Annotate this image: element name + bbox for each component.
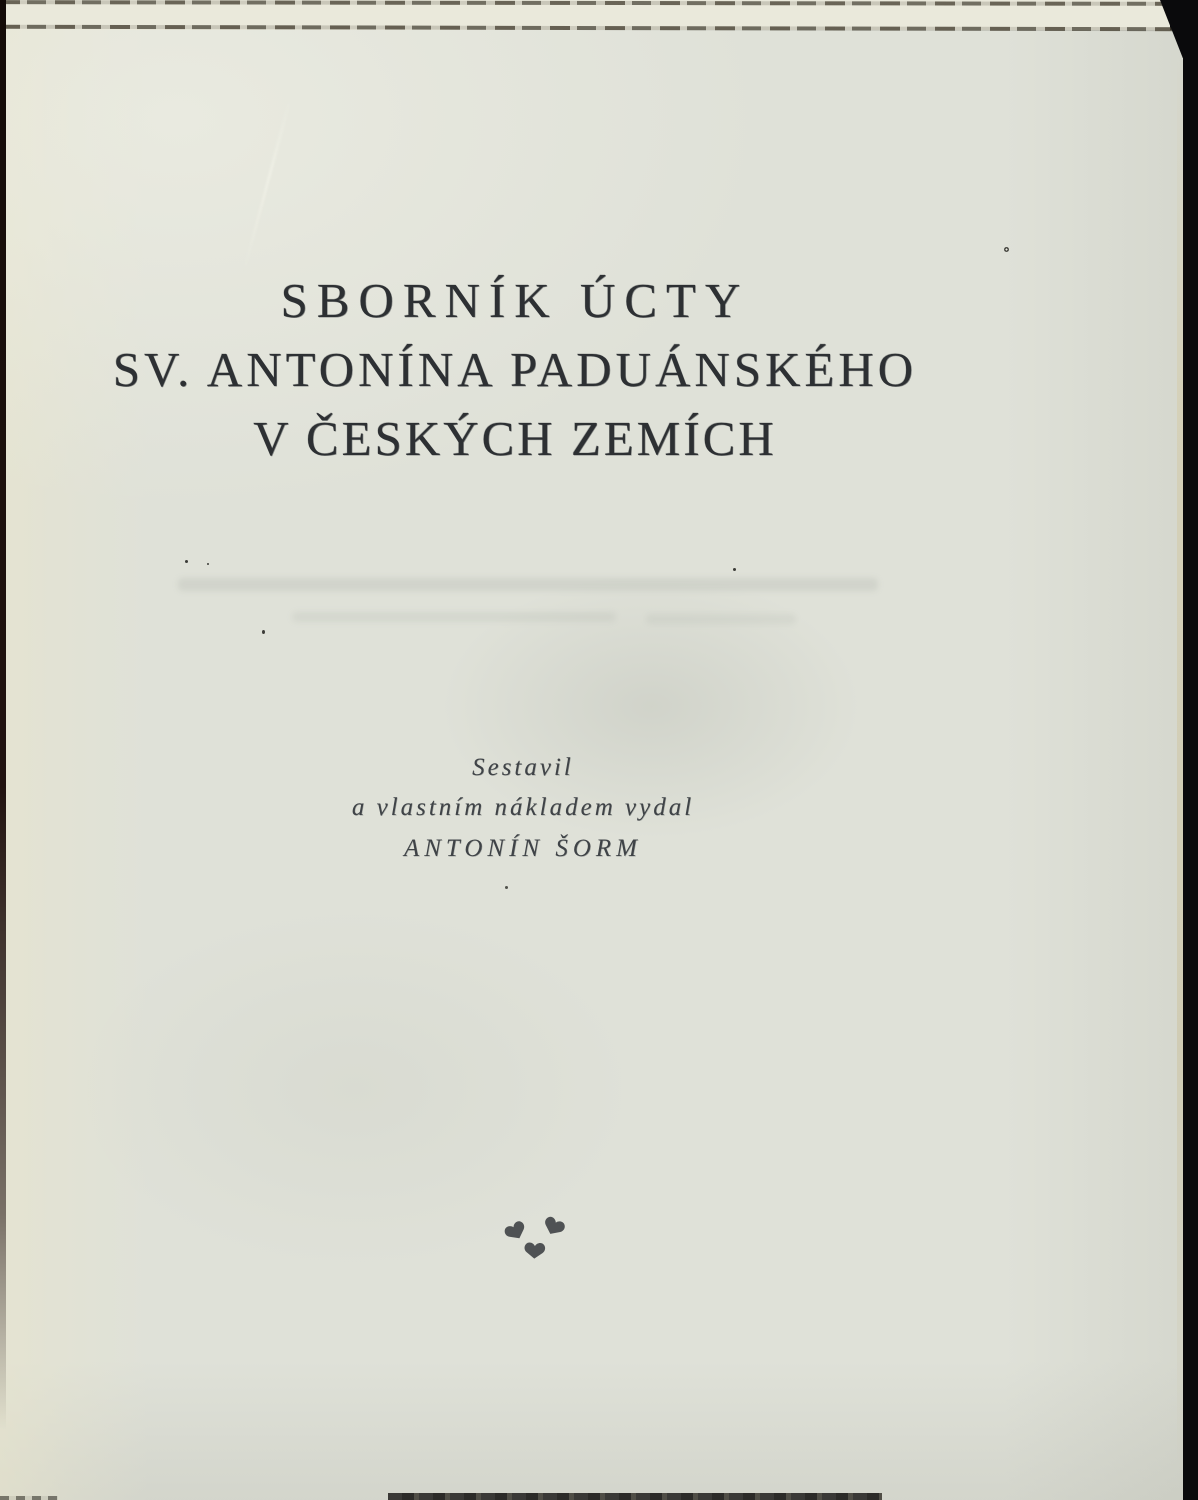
show-through-text-line [646, 614, 796, 624]
dust-speck [505, 886, 508, 889]
dust-speck [207, 563, 209, 565]
byline-compiled-label: Sestavil [472, 754, 574, 781]
dust-speck [1004, 247, 1009, 252]
dust-speck [733, 568, 736, 571]
page-title [0, 266, 1030, 473]
show-through-text-line [292, 612, 616, 622]
byline-published-label: a vlastním nákladem vydal [351, 794, 695, 821]
byline [0, 748, 1046, 869]
show-through-text-line [178, 578, 878, 591]
title-line-2: SV. ANTONÍNA PADUÁNSKÉHO [112, 342, 918, 397]
bottom-binding-band [388, 1493, 882, 1500]
title-line-3: V ČESKÝCH ZEMÍCH [253, 411, 777, 466]
scanner-background-strip [1183, 0, 1198, 1500]
byline-author-name: ANTONÍN ŠORM [403, 835, 643, 862]
left-page-edge-shadow [0, 0, 6, 1430]
bottom-edge-mark [0, 1496, 58, 1500]
dust-speck [185, 560, 188, 563]
fleuron-triangle-ornament-icon [498, 1216, 576, 1266]
title-line-1: SBORNÍK ÚCTY [280, 273, 750, 328]
dust-speck [262, 630, 265, 634]
